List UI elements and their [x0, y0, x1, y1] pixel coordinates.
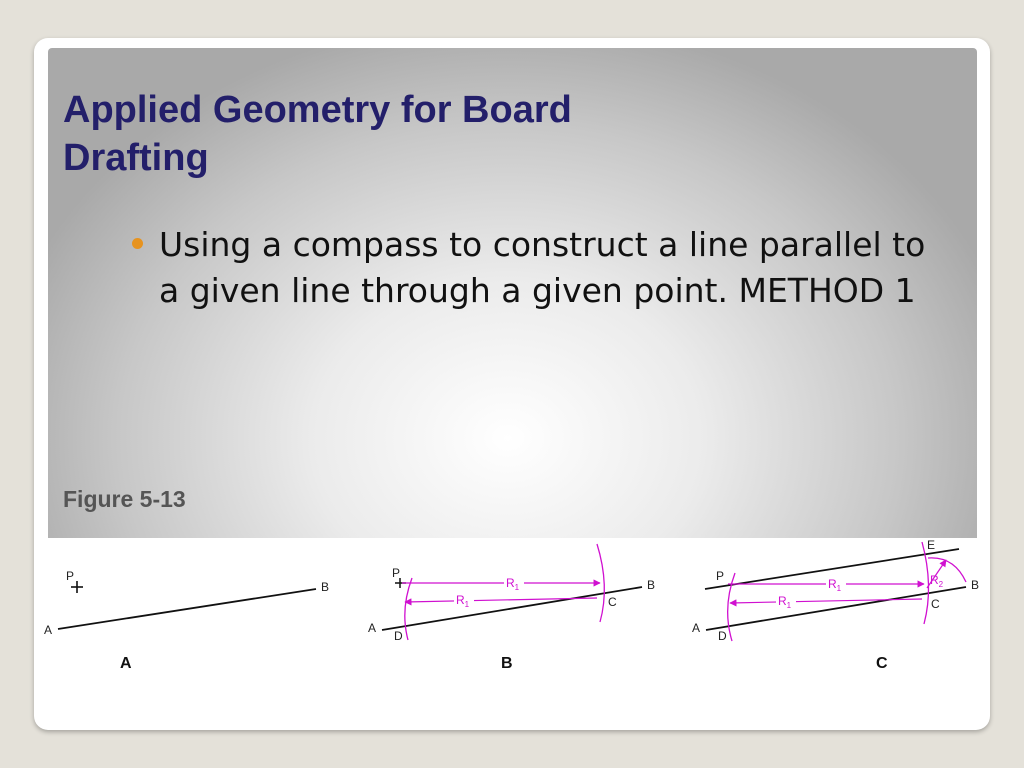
panel-c: [692, 538, 979, 672]
slide-title: [63, 86, 703, 182]
bullet-dot-icon: [132, 238, 143, 249]
label-a: A: [692, 621, 701, 635]
label-p: P: [392, 566, 401, 580]
label-c: C: [608, 595, 617, 609]
label-r1-top: $R_1$: [828, 577, 842, 593]
arc-d: [728, 573, 735, 641]
label-r1-top: $R_1$: [506, 576, 520, 592]
label-e: E: [927, 538, 936, 552]
label-b: B: [321, 580, 330, 594]
panel-label-a: A: [120, 655, 132, 672]
slide-title-line-2: Drafting: [63, 137, 209, 179]
label-p: P: [716, 569, 725, 583]
arc-d: [405, 578, 412, 640]
label-c: C: [931, 597, 940, 611]
label-r1-bottom: $R_1$: [456, 593, 470, 609]
construction-diagram: [34, 538, 990, 688]
bullet-text: Using a compass to construct a line parallel to a given line through a given point. METHOD 1: [159, 225, 926, 310]
line-ab: [58, 589, 316, 629]
label-a: A: [368, 621, 377, 635]
label-r1-bottom: $R_1$: [778, 594, 792, 610]
slide-title-line-1: Applied Geometry for Board: [63, 89, 572, 131]
label-d: D: [394, 629, 403, 643]
label-b: B: [647, 578, 656, 592]
figure-caption: Figure 5-13: [63, 486, 186, 512]
radius-cd: [730, 599, 922, 603]
panel-label-c: C: [876, 655, 888, 672]
panel-label-b: B: [501, 655, 513, 672]
label-r2: $R_2$: [930, 573, 944, 589]
panel-b: [368, 544, 655, 672]
label-b: B: [971, 578, 980, 592]
label-d: D: [718, 629, 727, 643]
label-p: P: [66, 569, 75, 583]
figure-5-13: [34, 538, 990, 688]
panel-a: [44, 569, 329, 672]
label-a: A: [44, 623, 53, 637]
